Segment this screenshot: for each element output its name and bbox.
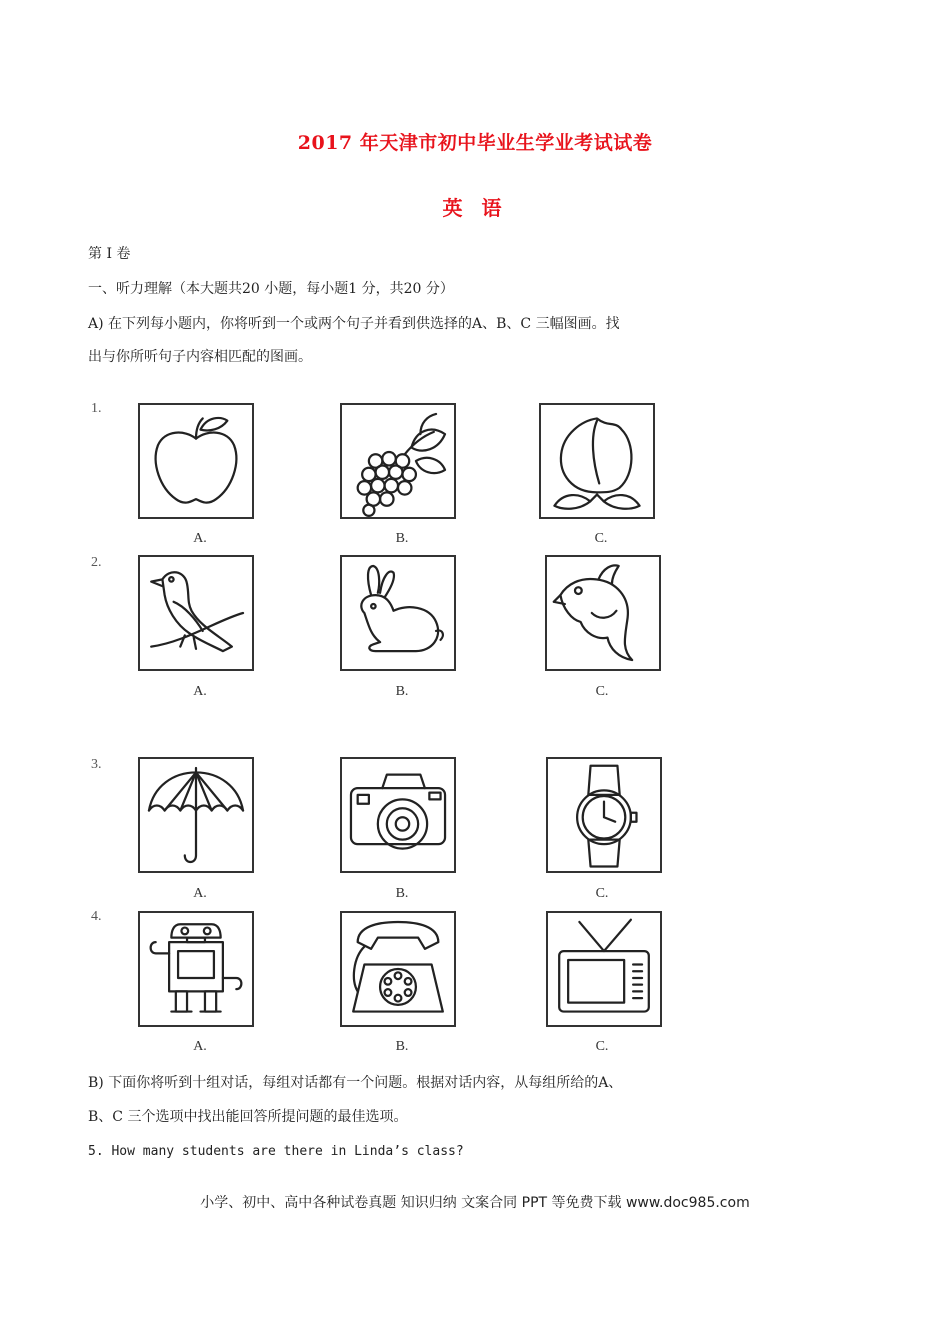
peach-icon[interactable]	[539, 403, 655, 519]
telephone-icon[interactable]	[340, 911, 456, 1027]
grapes-icon[interactable]	[340, 403, 456, 519]
television-icon[interactable]	[546, 911, 662, 1027]
part-b-instruction-line1: B) 下面你将听到十组对话，每组对话都有一个问题。根据对话内容，从每组所给的A、	[88, 1075, 623, 1091]
watch-icon[interactable]	[546, 757, 662, 873]
robot-icon[interactable]	[138, 911, 254, 1027]
option-3b-label: B.	[395, 886, 409, 901]
option-2c-label: C.	[595, 684, 609, 699]
option-2a-label: A.	[193, 684, 207, 699]
subject-title: 英 语	[442, 196, 508, 220]
bird-icon[interactable]	[138, 555, 254, 671]
option-3a-label: A.	[193, 886, 207, 901]
part-a-instruction-line2: 出与你所听句子内容相匹配的图画。	[88, 349, 312, 365]
option-1a-label: A.	[193, 531, 207, 546]
option-4c-label: C.	[595, 1039, 609, 1054]
part-one-heading: 一、听力理解（本大题共20 小题，每小题1 分，共20 分）	[88, 281, 454, 297]
umbrella-icon[interactable]	[138, 757, 254, 873]
part-a-instruction-line1: A) 在下列每小题内，你将听到一个或两个句子并看到供选择的A、B、C 三幅图画。找	[88, 316, 620, 332]
option-1b-label: B.	[395, 531, 409, 546]
question-number-2: 2.	[91, 555, 102, 570]
apple-icon[interactable]	[138, 403, 254, 519]
question-number-1: 1.	[91, 401, 102, 416]
volume-label: 第 I 卷	[88, 246, 131, 262]
part-b-instruction-line2: B、C 三个选项中找出能回答所提问题的最佳选项。	[88, 1109, 408, 1125]
option-3c-label: C.	[595, 886, 609, 901]
option-2b-label: B.	[395, 684, 409, 699]
page-title: 2017 年天津市初中毕业生学业考试试卷	[297, 132, 653, 154]
camera-icon[interactable]	[340, 757, 456, 873]
dolphin-icon[interactable]	[545, 555, 661, 671]
question-5: 5. How many students are there in Linda’s class?	[88, 1144, 464, 1159]
option-1c-label: C.	[594, 531, 608, 546]
question-number-3: 3.	[91, 757, 102, 772]
option-4a-label: A.	[193, 1039, 207, 1054]
footer-banner: 小学、初中、高中各种试卷真题 知识归纳 文案合同 PPT 等免费下载 www.doc985.com	[200, 1195, 750, 1211]
option-4b-label: B.	[395, 1039, 409, 1054]
question-number-4: 4.	[91, 909, 102, 924]
rabbit-icon[interactable]	[340, 555, 456, 671]
